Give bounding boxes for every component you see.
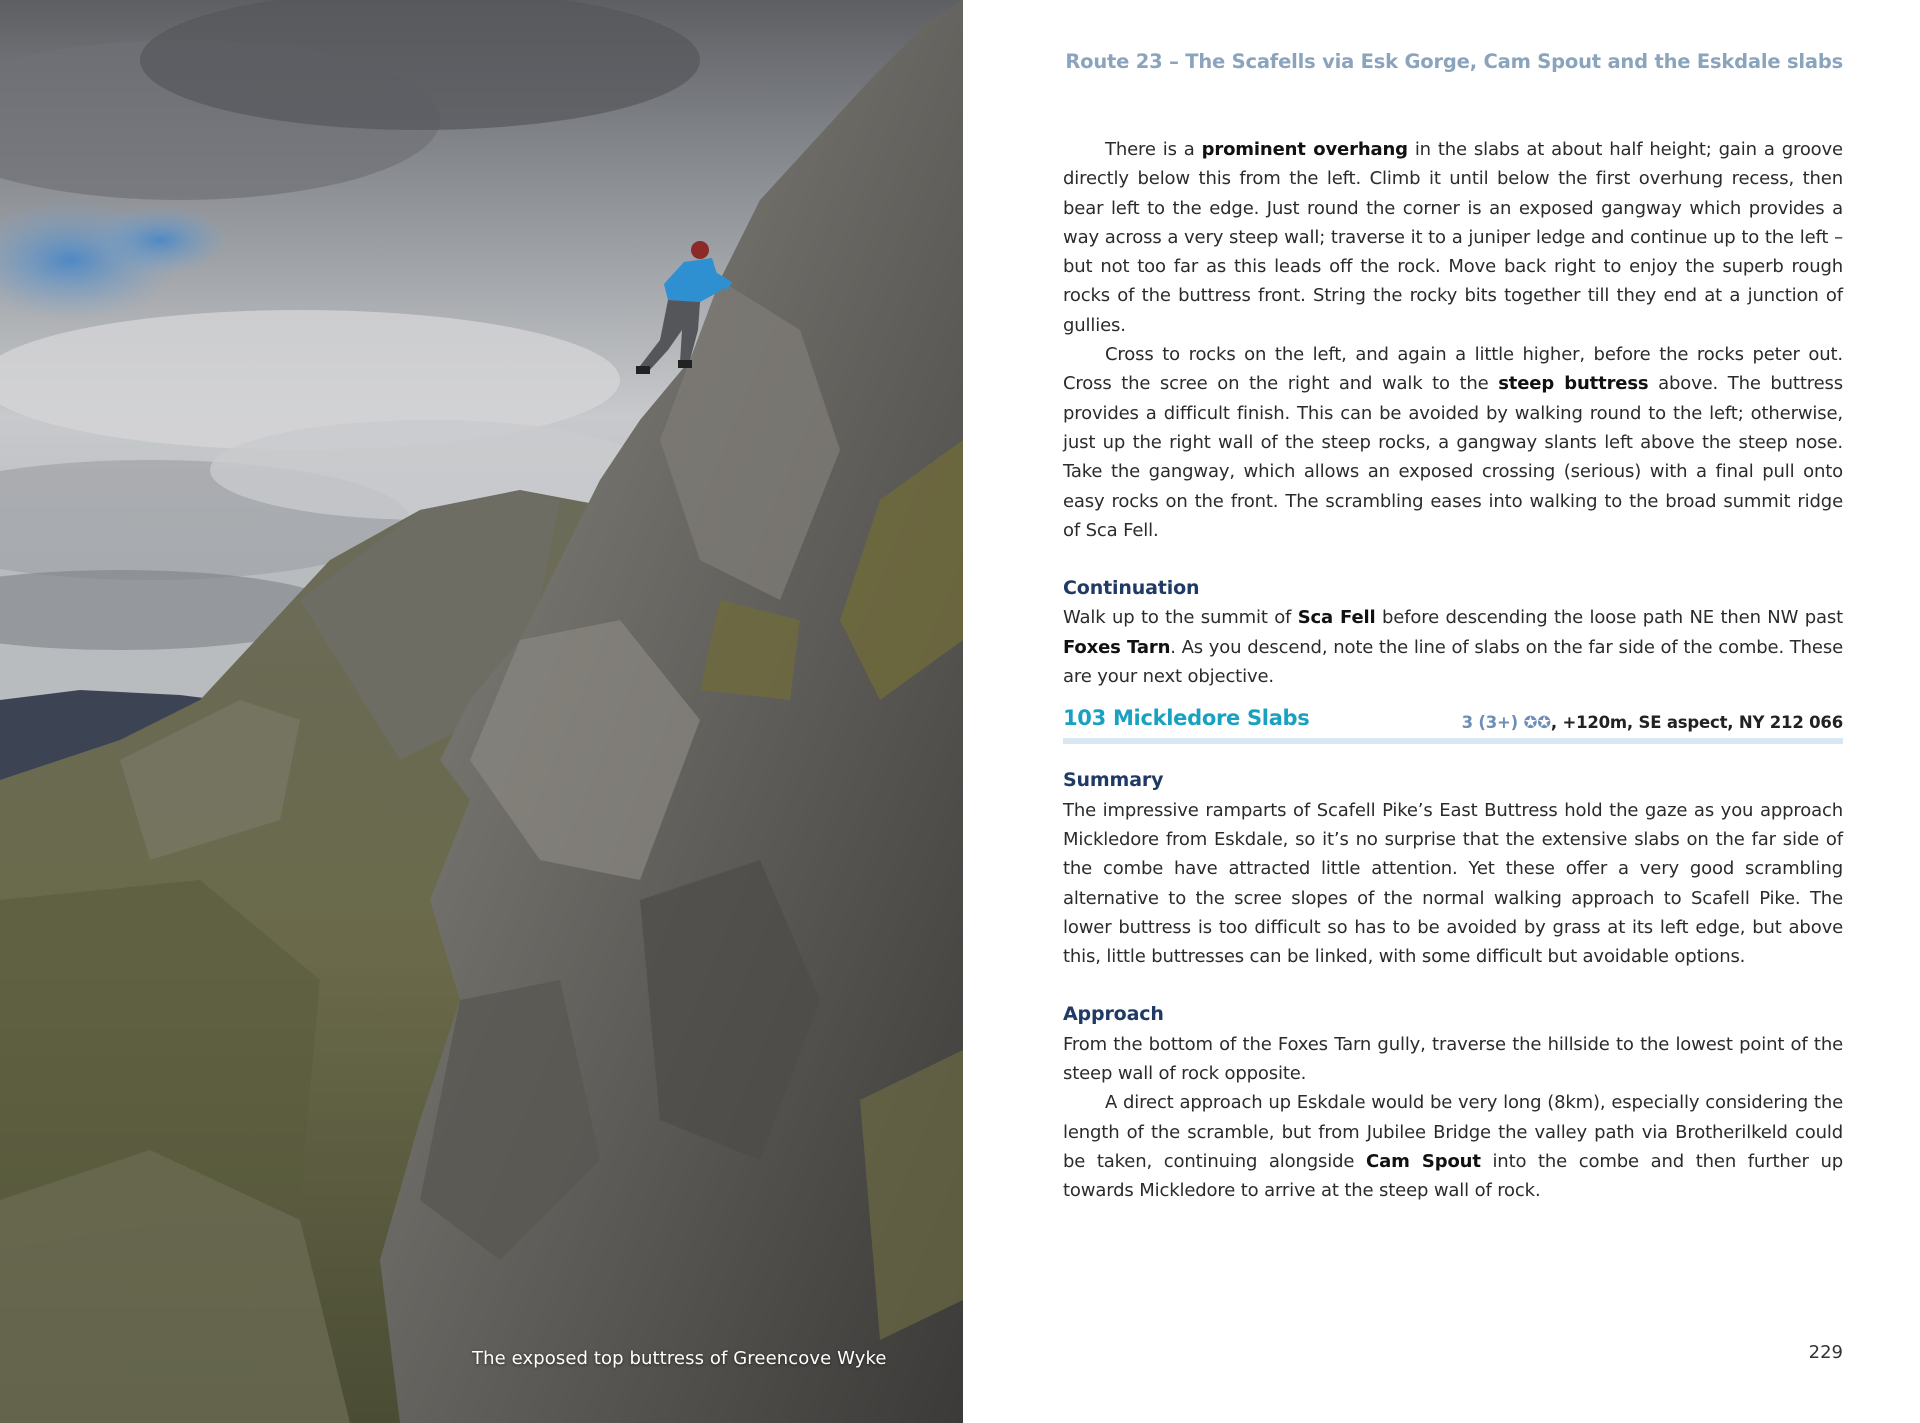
route-details: , +120m, SE aspect, NY 212 066 [1550,713,1843,733]
approach-2-pre: A direct approach up Eskdale would be very long (8km), especially considering the length of the scramble, but from Jubilee Bridge the valley path via Brotherilkeld could be taken, continuing alongside [1063,1092,1843,1172]
approach-paragraph-2 [1063,1088,1843,1205]
paragraph-1 [1063,135,1843,340]
approach-heading: Approach [1063,1003,1164,1026]
continuation-paragraph [1063,603,1843,691]
photo-caption: The exposed top buttress of Greencove Wyke [472,1348,887,1369]
approach-paragraph-1: From the bottom of the Foxes Tarn gully, traverse the hillside to the lowest point of the steep wall of rock opposite. [1063,1033,1843,1085]
star-rating-icon: ✪✪ [1523,713,1551,733]
prominent-overhang-bold: prominent overhang [1201,139,1408,160]
continuation-heading: Continuation [1063,577,1200,600]
route-grade: 3 (3+) [1461,713,1519,733]
continuation-post: . As you descend, note the line of slabs on the far side of the combe. These are your next objective. [1063,636,1843,688]
text-page [1063,0,1843,1423]
steep-buttress-bold: steep buttress [1498,373,1649,395]
paragraph-2-post: above. The buttress provides a difficult finish. This can be avoided by walking round to the left; otherwise, just up the right wall of the steep rocks, a gangway slants left above the steep nose. Take the gangway, which allows an exposed crossing (serious) with a final pull onto easy rocks on the front. The scrambling eases into walking to the broad summit ridge of Sca Fell. [1063,373,1843,541]
route-heading [1063,704,1843,744]
cam-spout-bold: Cam Spout [1366,1150,1481,1172]
paragraph-2 [1063,340,1843,545]
running-head: Route 23 – The Scafells via Esk Gorge, Cam Spout and the Eskdale slabs [1065,50,1843,73]
continuation-pre: Walk up to the summit of [1063,607,1298,629]
body-text [1063,135,1843,1206]
continuation-mid: before descending the loose path NE then NW past [1375,607,1843,629]
route-title: 103 Mickledore Slabs [1063,706,1310,731]
sca-fell-bold: Sca Fell [1297,607,1376,629]
page-number: 229 [1808,1342,1843,1363]
paragraph-1-pre: There is a [1105,139,1202,160]
summary-heading: Summary [1063,769,1164,792]
paragraph-1-post: in the slabs at about half height; gain a groove directly below this from the left. Climb it until below the first overhung recess, then bear left to the edge. Just round the corner is an exposed gangway which provides a way across a very steep wall; traverse it to a juniper ledge and continue up to the left – but not too far as this leads off the rock. Move back right to enjoy the superb rough rocks of the buttress front. String the rocky bits together till they end at a junction of gullies. [1063,139,1843,336]
route-meta [1462,708,1843,737]
foxes-tarn-bold: Foxes Tarn [1063,636,1171,658]
paragraph-2-pre: Cross to rocks on the left, and again a little higher, before the rocks peter out. Cross the scree on the right and walk to the [1063,344,1843,395]
approach-2-post: into the combe and then further up towards Mickledore to arrive at the steep wall of rock. [1063,1150,1843,1202]
summary-paragraph: The impressive ramparts of Scafell Pike’s East Buttress hold the gaze as you approach Mickledore from Eskdale, so it’s no surprise that the extensive slabs on the far side of the combe have attracted little attention. Yet these offer a very good scrambling alternative to the scree slopes of the normal walking approach to Scafell Pike. The lower buttress is too difficult so has to be avoided by grass at its left edge, but above this, little buttresses can be linked, with some difficult but avoidable options. [1063,799,1843,968]
